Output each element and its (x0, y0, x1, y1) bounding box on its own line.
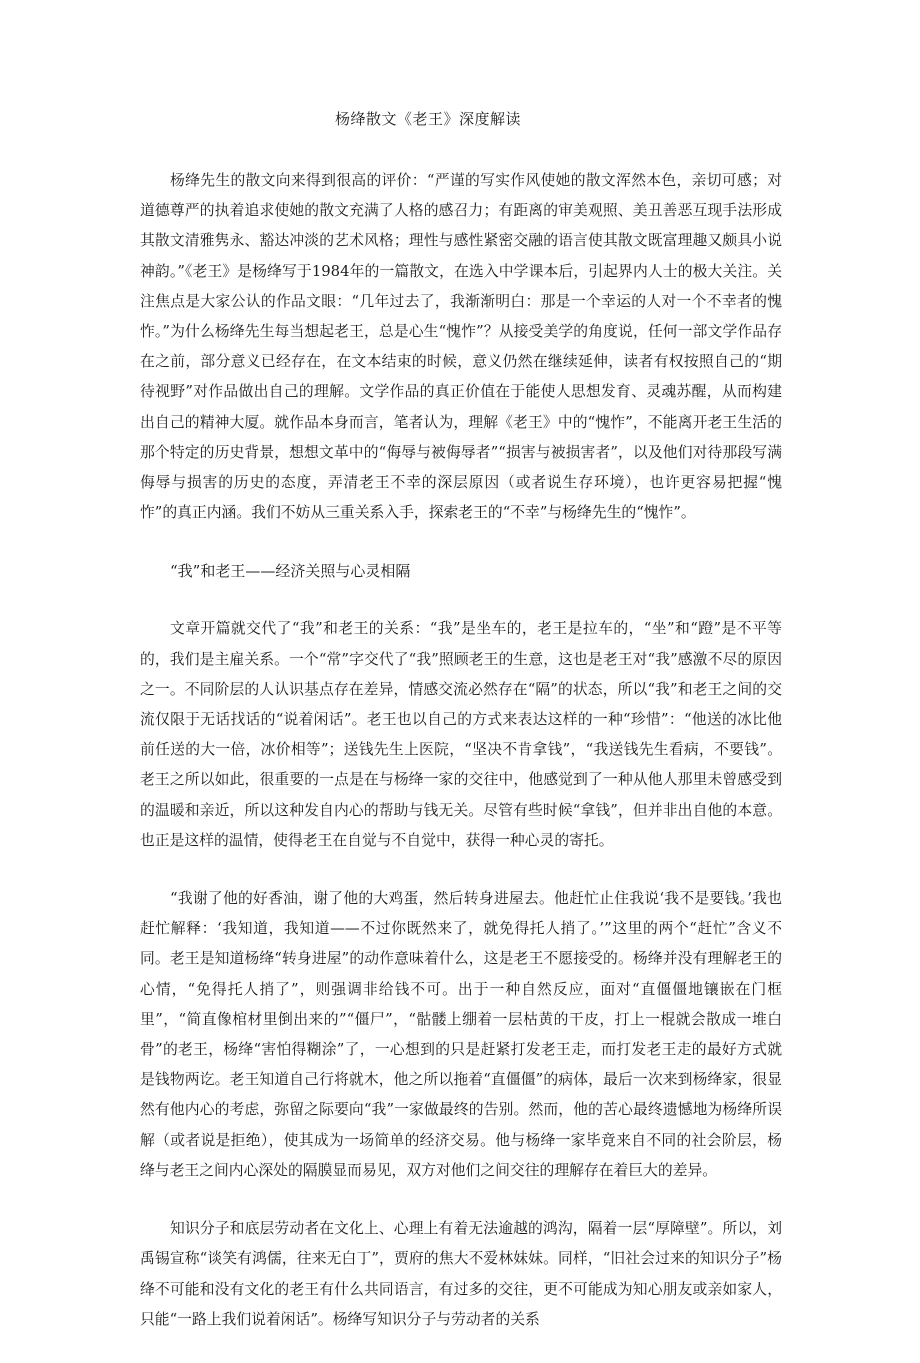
section-heading: “我”和老王——经济关照与心灵相隔 (170, 562, 411, 581)
paragraph-intro: 杨绛先生的散文向来得到很高的评价：“严谨的写实作风使她的散文浑然本色，亲切可感；对道德尊严的执着追求使她的散文充满了人格的感召力；有距离的审美观照、美丑善恶互现手法形成其散文清雅隽永、豁达冲淡的艺术风格；理性与感性紧密交融的语言使其散文既富理趣又颇具小说神韵。”《老王》是杨绛写于1984年的一篇散文，在选入中学课本后，引起界内人士的极大关注。关注焦点是大家公认的作品文眼：“几年过去了，我渐渐明白：那是一个幸运的人对一个不幸者的愧怍。”为什么杨绛先生每当想起老王，总是心生“愧怍”？从接受美学的角度说，任何一部文学作品存在之前，部分意义已经存在，在文本结束的时候，意义仍然在继续延伸，读者有权按照自己的“期待视野”对作品做出自己的理解。文学作品的真正价值在于能使人思想发育、灵魂苏醒，从而构建出自己的精神大厦。就作品本身而言，笔者认为，理解《老王》中的“愧怍”，不能离开老王生活的那个特定的历史背景，想想文革中的“侮辱与被侮辱者”“损害与被损害者”，以及他们对待那段写满侮辱与损害的历史的态度，弄清老王不幸的深层原因（或者说生存环境），也许更容易把握“愧怍”的真正内涵。我们不妨从三重关系入手，探索老王的“不幸”与杨绛先生的“愧怍”。 (140, 172, 782, 522)
paragraph-farewell: “我谢了他的好香油，谢了他的大鸡蛋，然后转身进屋去。他赶忙止住我说‘我不是要钱。’我也赶忙解释：‘我知道，我知道——不过你既然来了，就免得托人捎了。’”这里的两个“赶忙”含义不同。老王是知道杨绛“转身进屋”的动作意味着什么，这是老王不愿接受的。杨绛并没有理解老王的心情，“免得托人捎了”，则强调非给钱不可。出于一种自然反应，面对“直僵僵地镶嵌在门框里”，“简直像棺材里倒出来的”“僵尸”，“骷髅上绷着一层枯黄的干皮，打上一棍就会散成一堆白骨”的老王，杨绛“害怕得糊涂”了，一心想到的只是赶紧打发老王走，而打发老王走的最好方式就是钱物两讫。老王知道自己行将就木，他之所以拖着“直僵僵”的病体，最后一次来到杨绛家，很显然有他内心的考虑，弥留之际要向“我”一家做最终的告别。然而，他的苦心最终遗憾地为杨绛所误解（或者说是拒绝），使其成为一场简单的经济交易。他与杨绛一家毕竟来自不同的社会阶层，杨绛与老王之间内心深处的隔膜显而易见，双方对他们之间交往的理解存在着巨大的差异。 (140, 890, 782, 1179)
paragraph-intellectuals: 知识分子和底层劳动者在文化上、心理上有着无法逾越的鸿沟，隔着一层“厚障壁”。所以，刘禹锡宣称“谈笑有鸿儒，往来无白丁”，贾府的焦大不爱林妹妹。同样，“旧社会过来的知识分子”杨绛不可能和没有文化的老王有什么共同语言，有过多的交往，更不可能成为知心朋友或亲如家人，只能“一路上我们说着闲话”。杨绛写知识分子与劳动者的关系 (140, 1220, 782, 1328)
paragraph-relationship: 文章开篇就交代了“我”和老王的关系：“我”是坐车的，老王是拉车的，“坐”和“蹬”是不平等的，我们是主雇关系。一个“常”字交代了“我”照顾老王的生意，这也是老王对“我”感激不尽的原因之一。不同阶层的人认识基点存在差异，情感交流必然存在“隔”的状态，所以“我”和老王之间的交流仅限于无话找话的“说着闲话”。老王也以自己的方式来表达这样的一种“珍惜”：“他送的冰比他前任送的大一倍，冰价相等”；送钱先生上医院，“坚决不肯拿钱”，“我送钱先生看病，不要钱”。老王之所以如此，很重要的一点是在与杨绛一家的交往中，他感觉到了一种从他人那里未曾感受到的温暖和亲近，所以这种发自内心的帮助与钱无关。尽管有些时候“拿钱”，但并非出自他的本意。也正是这样的温情，使得老王在自觉与不自觉中，获得一种心灵的寄托。 (140, 620, 782, 849)
document-title: 杨绛散文《老王》深度解读 (334, 110, 521, 128)
document-page (140, 104, 782, 1363)
